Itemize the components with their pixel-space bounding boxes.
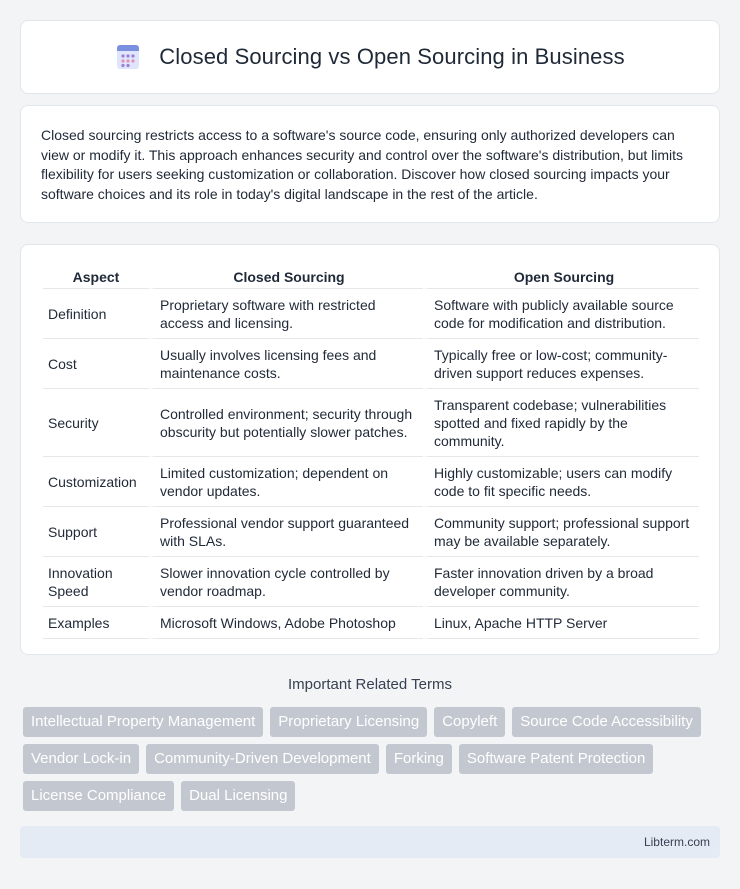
row-aspect: Definition xyxy=(43,289,149,339)
row-open: Typically free or low-cost; community-driven support reduces expenses. xyxy=(423,339,699,389)
row-closed: Professional vendor support guaranteed with SLAs. xyxy=(149,507,423,557)
table-row xyxy=(43,507,699,557)
row-aspect: Support xyxy=(43,507,149,557)
intro-card xyxy=(20,105,720,223)
intro-paragraph: Closed sourcing restricts access to a software's source code, ensuring only authorized developers can view or modify it. This approach enhances security and control over the software's distribution, but limits flexibility for users seeking customization or collaboration. Discover how closed sourcing impacts your software choices and its role in today's digital landscape in the rest of the article. xyxy=(41,127,684,202)
related-terms-list xyxy=(23,707,723,811)
related-term-tag[interactable]: Software Patent Protection xyxy=(459,744,653,774)
row-open: Community support; professional support may be available separately. xyxy=(423,507,699,557)
related-term-tag[interactable]: Dual Licensing xyxy=(181,781,295,811)
row-closed: Microsoft Windows, Adobe Photoshop xyxy=(149,607,423,639)
row-aspect: Innovation Speed xyxy=(43,557,149,607)
table-row xyxy=(43,607,699,639)
footer-site-link[interactable]: Libterm.com xyxy=(643,835,710,849)
related-term-tag[interactable]: Source Code Accessibility xyxy=(512,707,701,737)
row-closed: Proprietary software with restricted access and licensing. xyxy=(149,289,423,339)
row-aspect: Examples xyxy=(43,607,149,639)
row-open: Software with publicly available source code for modification and distribution. xyxy=(423,289,699,339)
row-open: Linux, Apache HTTP Server xyxy=(423,607,699,639)
row-closed: Controlled environment; security through obscurity but potentially slower patches. xyxy=(149,389,423,457)
row-aspect: Customization xyxy=(43,457,149,507)
table-header-row xyxy=(43,265,699,289)
header-card xyxy=(20,20,720,94)
document-list-icon xyxy=(115,44,141,70)
table-row xyxy=(43,289,699,339)
row-open: Transparent codebase; vulnerabilities spotted and fixed rapidly by the community. xyxy=(423,389,699,457)
row-aspect: Security xyxy=(43,389,149,457)
header-closed-sourcing: Closed Sourcing xyxy=(149,265,423,289)
row-closed: Slower innovation cycle controlled by vendor roadmap. xyxy=(149,557,423,607)
related-term-tag[interactable]: Forking xyxy=(386,744,452,774)
related-term-tag[interactable]: Vendor Lock-in xyxy=(23,744,139,774)
table-row xyxy=(43,557,699,607)
header-open-sourcing: Open Sourcing xyxy=(423,265,699,289)
related-term-tag[interactable]: License Compliance xyxy=(23,781,174,811)
comparison-card xyxy=(20,244,720,655)
related-term-tag[interactable]: Copyleft xyxy=(434,707,505,737)
related-term-tag[interactable]: Proprietary Licensing xyxy=(270,707,427,737)
comparison-table xyxy=(43,265,699,639)
row-open: Faster innovation driven by a broad developer community. xyxy=(423,557,699,607)
row-closed: Limited customization; dependent on vendor updates. xyxy=(149,457,423,507)
related-terms-title: Important Related Terms xyxy=(288,676,452,693)
table-row xyxy=(43,339,699,389)
related-term-tag[interactable]: Intellectual Property Management xyxy=(23,707,263,737)
header-aspect: Aspect xyxy=(43,265,149,289)
table-row xyxy=(43,389,699,457)
related-term-tag[interactable]: Community-Driven Development xyxy=(146,744,379,774)
table-row xyxy=(43,457,699,507)
row-open: Highly customizable; users can modify code to fit specific needs. xyxy=(423,457,699,507)
footer xyxy=(20,826,720,858)
row-aspect: Cost xyxy=(43,339,149,389)
row-closed: Usually involves licensing fees and maintenance costs. xyxy=(149,339,423,389)
page-title: Closed Sourcing vs Open Sourcing in Business xyxy=(159,44,625,69)
